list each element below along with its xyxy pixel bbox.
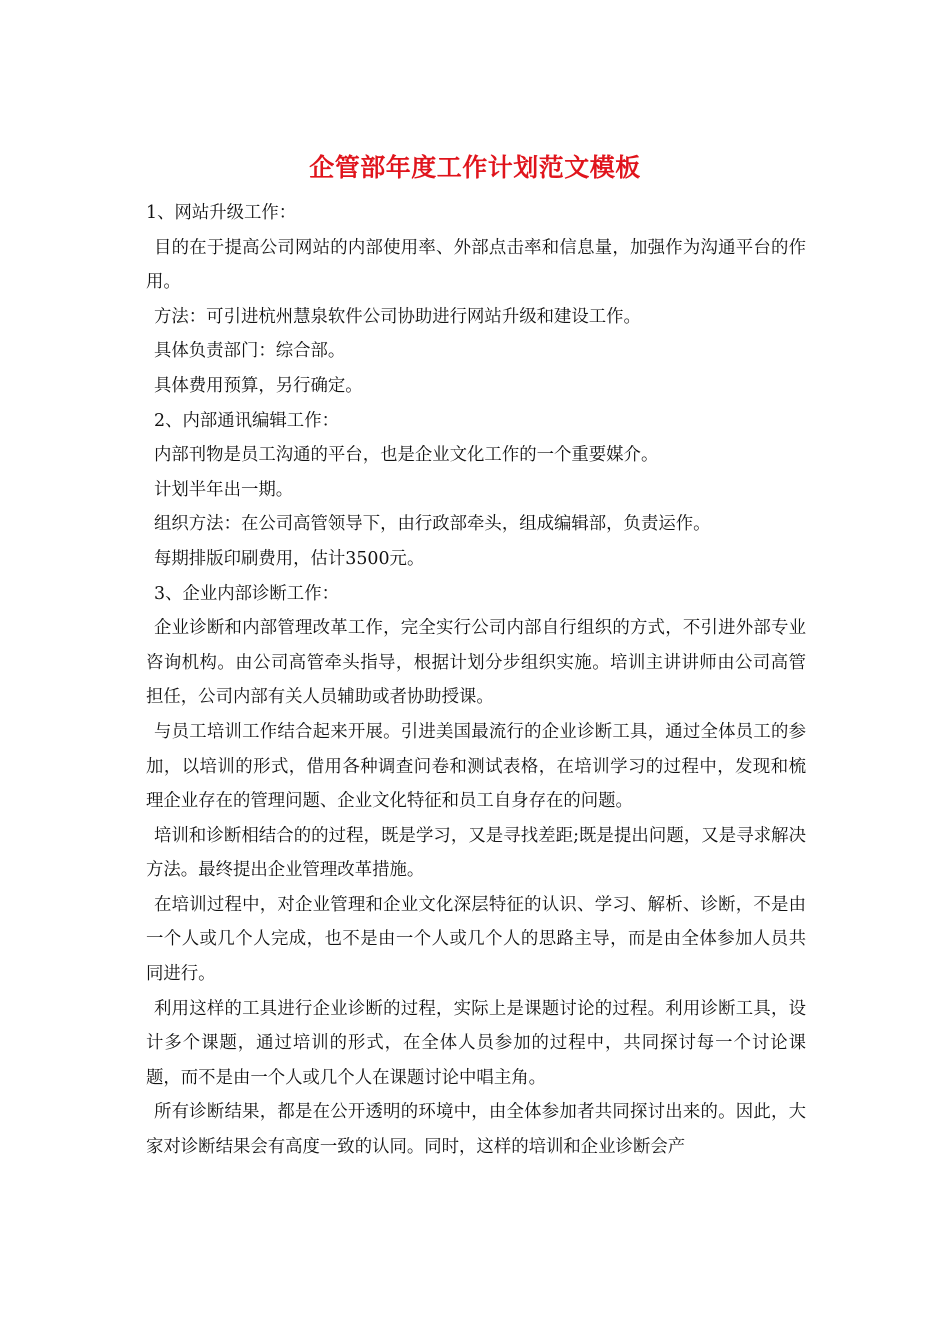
paragraph: 目的在于提高公司网站的内部使用率、外部点击率和信息量，加强作为沟通平台的作用。 [146,237,806,293]
paragraph: 方法：可引进杭州慧泉软件公司协助进行网站升级和建设工作。 [154,306,641,327]
document-body [146,196,806,1165]
document-title: 企管部年度工作计划范文模板 [309,153,641,182]
paragraph: 内部刊物是员工沟通的平台，也是企业文化工作的一个重要媒介。 [154,445,659,466]
paragraph: 培训和诊断相结合的的过程，既是学习，又是寻找差距;既是提出问题，又是寻求解决方法。最终提出企业管理改革措施。 [146,825,806,881]
section-heading-1: 1、网站升级工作： [146,203,297,223]
section-heading-3: 3、企业内部诊断工作： [154,583,339,604]
paragraph: 利用这样的工具进行企业诊断的过程，实际上是课题讨论的过程。利用诊断工具，设计多个课题，通过培训的形式，在全体人员参加的过程中，共同探讨每一个讨论课题，而不是由一个人或几个人在课题讨论中唱主角。 [146,998,806,1088]
paragraph: 与员工培训工作结合起来开展。引进美国最流行的企业诊断工具，通过全体员工的参加，以培训的形式，借用各种调查问卷和测试表格，在培训学习的过程中，发现和梳理企业存在的管理问题、企业文化特征和员工自身存在的问题。 [146,721,806,812]
paragraph: 企业诊断和内部管理改革工作，完全实行公司内部自行组织的方式，不引进外部专业咨询机构。由公司高管牵头指导，根据计划分步组织实施。培训主讲讲师由公司高管担任，公司内部有关人员辅助或者协助授课。 [146,618,806,708]
paragraph: 组织方法：在公司高管领导下，由行政部牵头，组成编辑部，负责运作。 [154,514,711,535]
paragraph: 计划半年出一期。 [154,479,294,500]
paragraph: 具体费用预算，另行确定。 [154,375,363,396]
section-heading-2: 2、内部通讯编辑工作： [154,410,339,431]
paragraph: 在培训过程中，对企业管理和企业文化深层特征的认识、学习、解析、诊断，不是由一个人或几个人完成，也不是由一个人或几个人的思路主导，而是由全体参加人员共同进行。 [146,894,806,985]
paragraph: 所有诊断结果，都是在公开透明的环境中，由全体参加者共同探讨出来的。因此，大家对诊断结果会有高度一致的认同。同时，这样的培训和企业诊断会产 [146,1102,806,1158]
paragraph: 每期排版印刷费用，估计3500元。 [154,548,425,569]
paragraph: 具体负责部门：综合部。 [154,341,346,362]
